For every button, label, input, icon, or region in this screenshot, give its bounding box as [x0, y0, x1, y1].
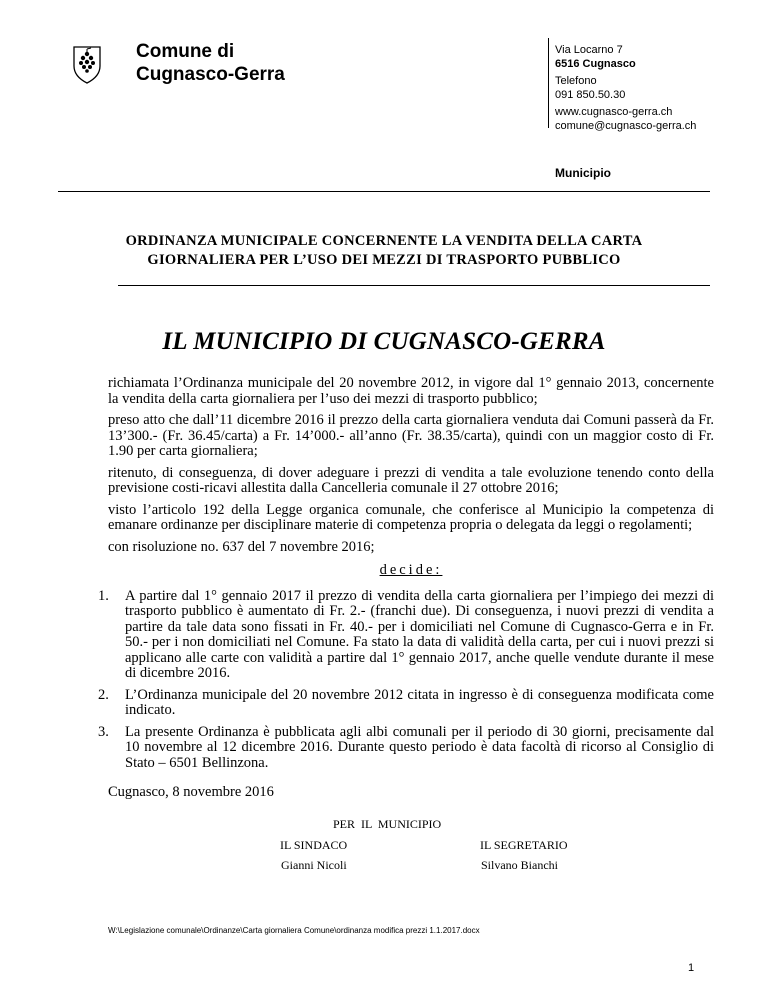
- email-link[interactable]: comune@cugnasco-gerra.ch: [555, 119, 697, 132]
- preamble-paragraph: visto l’articolo 192 della Legge organica comunale, che conferisce al Municipio la competenza di emanare ordinanze per disciplinare materie di competenza propria o delegata da leggi o regolamenti;: [108, 501, 714, 533]
- municipality-name: [136, 40, 285, 86]
- decision-number: 1.: [98, 587, 109, 604]
- address-city: 6516 Cugnasco: [555, 57, 636, 70]
- decision-list: [98, 587, 714, 772]
- decision-text: L’Ordinanza municipale del 20 novembre 2012 citata in ingresso è di conseguenza modificata come indicato.: [125, 686, 714, 718]
- coat-of-arms-icon: [72, 44, 102, 84]
- decision-number: 3.: [98, 723, 109, 740]
- address-street: Via Locarno 7: [555, 44, 623, 56]
- preamble-paragraph: preso atto che dall’11 dicembre 2016 il prezzo della carta giornaliera venduta dai Comuni passerà da Fr. 13’300.- (Fr. 36.45/carta) a Fr. 14’000.- all’anno (Fr. 38.35/carta), quindi con un maggior costo di Fr. 1.90 per carta giornaliera;: [108, 412, 714, 459]
- decision-text: La presente Ordinanza è pubblicata agli albi comunali per il periodo di 30 giorni, precisamente dal 10 novembre al 12 dicembre 2016. Durante questo periodo è data facoltà di ricorso al Consiglio di Stato – 6501 Bellinzona.: [125, 723, 714, 771]
- role-secretary: IL SEGRETARIO: [480, 838, 568, 852]
- decision-item: [98, 686, 714, 719]
- website-link[interactable]: www.cugnasco-gerra.ch: [555, 106, 673, 118]
- signature-heading: PER IL MUNICIPIO: [333, 817, 442, 831]
- document-subject: [110, 232, 658, 270]
- page-title: IL MUNICIPIO DI CUGNASCO-GERRA: [162, 328, 606, 355]
- contact-block: [555, 44, 696, 133]
- preamble-paragraph: ritenuto, di conseguenza, di dover adeguare i prezzi di vendita a tale evoluzione tenendo conto della previsione costi-ricavi allestita dalla Cancelleria comunale il 27 ottobre 2016;: [108, 464, 714, 496]
- subject-line-1: ORDINANZA MUNICIPALE CONCERNENTE LA VENDITA DELLA CARTA: [125, 233, 643, 249]
- decision-item: [98, 587, 714, 682]
- mayor-name: Gianni Nicoli: [281, 858, 347, 872]
- phone-number: 091 850.50.30: [555, 88, 626, 101]
- preamble-paragraph: richiamata l’Ordinanza municipale del 20 novembre 2012, in vigore dal 1° gennaio 2013, concernente la vendita della carta giornaliera per l’uso dei mezzi di trasporto pubblico;: [108, 375, 714, 407]
- org-line-2: Cugnasco-Gerra: [136, 64, 285, 85]
- phone-label: Telefono: [555, 75, 597, 87]
- decide-heading: decide:: [379, 562, 443, 578]
- subject-rule: [118, 285, 710, 286]
- document-body: [98, 375, 714, 807]
- place-date: Cugnasco, 8 novembre 2016: [108, 784, 274, 800]
- subject-line-2: GIORNALIERA PER L’USO DEI MEZZI DI TRASPORTO PUBBLICO: [147, 252, 621, 268]
- department-label: Municipio: [555, 166, 611, 180]
- decision-number: 2.: [98, 686, 109, 703]
- header-rule: [58, 191, 710, 192]
- secretary-name: Silvano Bianchi: [481, 858, 558, 872]
- decision-item: [98, 723, 714, 772]
- role-mayor: IL SINDACO: [280, 838, 348, 852]
- preamble-paragraph: con risoluzione no. 637 del 7 novembre 2016;: [108, 538, 375, 555]
- org-line-1: Comune di: [136, 41, 235, 62]
- file-path-footer: W:\Legislazione comunale\Ordinanze\Carta giornaliera Comune\ordinanza modifica prezzi 1.1.2017.docx: [108, 926, 480, 935]
- header-divider: [548, 38, 549, 128]
- page-number: 1: [688, 962, 695, 974]
- decision-text: A partire dal 1° gennaio 2017 il prezzo di vendita della carta giornaliera per l’impiego dei mezzi di trasporto pubblico è aumentato di Fr. 2.- (franchi due). Di conseguenza, i nuovi prezzi di vendita a partire da tale data sono fissati in Fr. 40.- per i domiciliati nel Comune di Cugnasco-Gerra e in Fr. 50.- per i non domiciliati nel Comune. Fa stato la data di validità della carta, per cui i nuovi prezzi si applicano alle carte con validità a partire dal 1° gennaio 2017, anche quelle vendute durante il mese di dicembre 2016.: [125, 587, 714, 681]
